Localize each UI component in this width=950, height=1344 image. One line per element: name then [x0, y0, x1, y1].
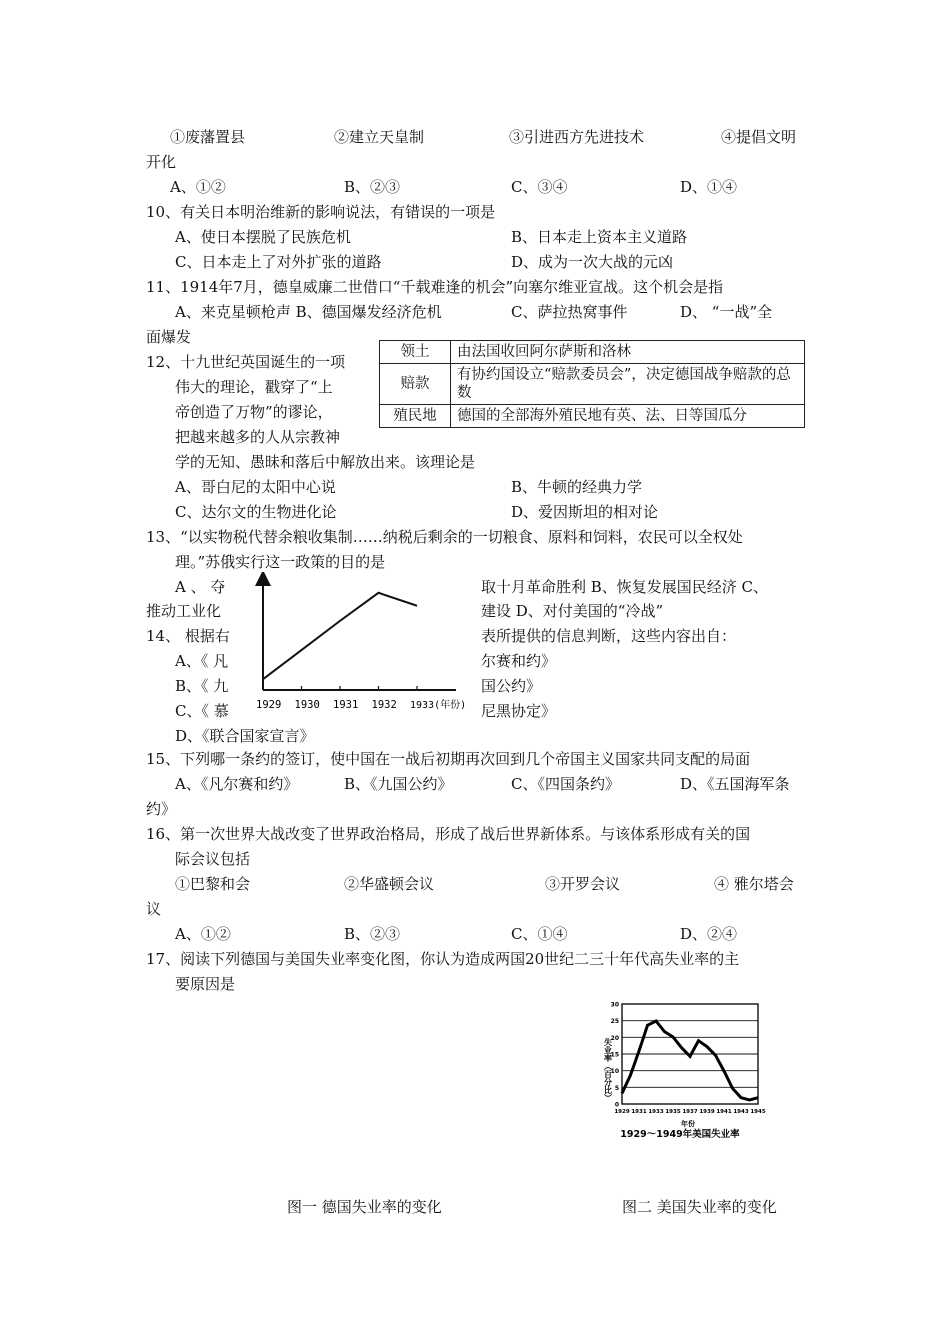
q13-options-right: 取十月革命胜利 B、恢复发展国民经济 C、: [481, 578, 769, 596]
x-tick-label: 1929: [256, 699, 282, 711]
q14-option-d: D、《联合国家宣言》: [175, 727, 315, 745]
q17-stem-line1: 17、阅读下列德国与美国失业率变化图，你认为造成两国20世纪二三十年代高失业率的主: [146, 950, 740, 968]
q16-stem-line1: 16、第一次世界大战改变了世界政治格局，形成了战后世界新体系。与该体系形成有关的国: [146, 825, 751, 843]
q14-option-b-right: 国公约》: [481, 677, 542, 695]
q16-item-4: ④ 雅尔塔会: [714, 875, 794, 893]
q11-stem: 11、1914年7月，德皇威廉二世借口“千载难逢的机会”向塞尔维亚宣战。这个机会是指: [146, 278, 724, 296]
x-tick-label: 1929: [614, 1109, 630, 1115]
q15-option-d: D、《五国海军条: [680, 775, 790, 793]
q14-option-a-left: A、《 凡: [175, 652, 229, 670]
q12-stem-line4: 把越来越多的人从宗教神: [175, 428, 341, 446]
q10-option-d: D、成为一次大战的元凶: [511, 253, 674, 271]
q15-continuation: 约》: [146, 800, 177, 818]
y-tick-label: 10: [610, 1068, 619, 1076]
us-series-line: [622, 1021, 758, 1100]
q13-options-left-2: 推动工业化: [146, 602, 222, 620]
q16-option-b: B、②③: [344, 925, 401, 943]
treaty-table: [379, 340, 805, 428]
q9-item-4: ④提倡文明: [721, 128, 797, 146]
q13-stem-line2: 理。”苏俄实行这一政策的目的是: [175, 553, 386, 571]
table-value: 由法国收回阿尔萨斯和洛林: [451, 341, 805, 364]
y-tick-label: 25: [610, 1018, 619, 1026]
q15-option-c: C、《四国条约》: [511, 775, 620, 793]
x-tick-label: 1931: [333, 699, 359, 711]
q9-option-a: A、①②: [170, 178, 226, 196]
q16-item-1: ①巴黎和会: [175, 875, 251, 893]
q9-option-d: D、①④: [680, 178, 738, 196]
y-tick-label: 0: [614, 1101, 619, 1109]
table-row: [380, 341, 805, 364]
chart2-xlabel: 年份: [681, 1120, 695, 1128]
table-value: 有协约国设立“赔款委员会”，决定德国战争赔款的总数: [451, 364, 805, 405]
q14-option-c-right: 尼黑协定》: [481, 702, 557, 720]
q14-stem-left: 14、 根据右: [146, 627, 230, 645]
q15-option-a: A、《凡尔赛和约》: [175, 775, 299, 793]
x-tick-label: 1937: [682, 1109, 698, 1115]
q15-option-b: B、《九国公约》: [344, 775, 453, 793]
x-tick-label: 1933(年份): [410, 700, 466, 711]
q14-option-c-left: C、《 慕: [175, 702, 229, 720]
q14-option-a-right: 尔赛和约》: [481, 652, 557, 670]
x-tick-label: 1935: [665, 1109, 681, 1115]
q16-item-3: ③开罗会议: [545, 875, 621, 893]
q12-stem-line3: 帝创造了万物”的谬论，: [175, 403, 333, 421]
q16-item-2: ②华盛顿会议: [344, 875, 435, 893]
q12-option-d: D、爱因斯坦的相对论: [511, 503, 659, 521]
y-tick-label: 30: [610, 1001, 619, 1009]
x-tick-label: 1943: [733, 1109, 749, 1115]
q13-stem-line1: 13、“以实物税代替余粮收集制……纳税后剩余的一切粮食、原料和饲料，农民可以全权处: [146, 528, 743, 546]
q9-option-c: C、③④: [511, 178, 568, 196]
q11-option-c: C、萨拉热窝事件: [511, 303, 628, 321]
q16-option-d: D、②④: [680, 925, 738, 943]
x-tick-label: 1941: [716, 1109, 732, 1115]
table-key: 殖民地: [380, 405, 451, 428]
table-value: 德国的全部海外殖民地有英、法、日等国瓜分: [451, 405, 805, 428]
q9-item-2: ②建立天皇制: [334, 128, 425, 146]
q11-continuation: 面爆发: [146, 328, 192, 346]
q16-stem-line2: 际会议包括: [175, 850, 251, 868]
x-tick-label: 1932: [371, 699, 397, 711]
q10-option-c: C、日本走上了对外扩张的道路: [175, 253, 382, 271]
q9-continuation: 开化: [146, 153, 177, 171]
germany-series-line: [263, 593, 417, 679]
table-row: [380, 364, 805, 405]
q12-option-c: C、达尔文的生物进化论: [175, 503, 337, 521]
q12-stem-line5: 学的无知、愚昧和落后中解放出来。该理论是: [175, 453, 476, 471]
table-key: 赔款: [380, 364, 451, 405]
q16-option-c: C、①④: [511, 925, 568, 943]
q16-option-a: A、①②: [175, 925, 231, 943]
q12-stem-line2: 伟大的理论，戳穿了“上: [175, 378, 333, 396]
chart2-title: 1929～1949年美国失业率: [620, 1129, 740, 1140]
x-tick-label: 1931: [631, 1109, 647, 1115]
y-tick-label: 20: [610, 1034, 619, 1042]
x-tick-label: 1930: [294, 699, 320, 711]
y-tick-label: 15: [610, 1051, 619, 1059]
q12-stem-line1: 12、十九世纪英国诞生的一项: [146, 353, 346, 371]
q11-option-ab: A、来克星顿枪声 B、德国爆发经济危机: [175, 303, 442, 321]
table-row: [380, 405, 805, 428]
x-tick-label: 1933: [648, 1109, 664, 1115]
us-unemployment-chart: [596, 1000, 771, 1140]
q15-stem: 15、下列哪一条约的签订，使中国在一战后初期再次回到几个帝国主义国家共同支配的局面: [146, 750, 751, 768]
q11-option-d: D、 “一战”全: [680, 303, 773, 321]
q14-option-b-left: B、《 九: [175, 677, 229, 695]
caption-figure-2: 图二 美国失业率的变化: [622, 1198, 777, 1216]
q17-stem-line2: 要原因是: [175, 975, 236, 993]
table-key: 领土: [380, 341, 451, 364]
q16-continuation: 议: [146, 900, 162, 918]
q10-stem: 10、有关日本明治维新的影响说法，有错误的一项是: [146, 203, 496, 221]
q12-option-b: B、牛顿的经典力学: [511, 478, 643, 496]
q12-option-a: A、哥白尼的太阳中心说: [175, 478, 336, 496]
caption-figure-1: 图一 德国失业率的变化: [287, 1198, 442, 1216]
q9-option-b: B、②③: [344, 178, 401, 196]
germany-unemployment-chart: [246, 572, 466, 722]
q10-option-a: A、使日本摆脱了民族危机: [175, 228, 351, 246]
q9-item-1: ①废藩置县: [170, 128, 246, 146]
y-tick-label: 5: [614, 1084, 619, 1092]
q13-options-right-2: 建设 D、对付美国的“冷战”: [481, 602, 664, 620]
x-tick-label: 1945: [750, 1109, 766, 1115]
q9-item-3: ③引进西方先进技术: [509, 128, 645, 146]
chart2-ylabel: 失业率（百分比）: [603, 1038, 613, 1102]
q10-option-b: B、日本走上资本主义道路: [511, 228, 688, 246]
q14-stem-right: 表所提供的信息判断，这些内容出自：: [481, 627, 737, 645]
x-tick-label: 1939: [699, 1109, 715, 1115]
q13-option-a-left: A 、 夺: [175, 578, 226, 596]
